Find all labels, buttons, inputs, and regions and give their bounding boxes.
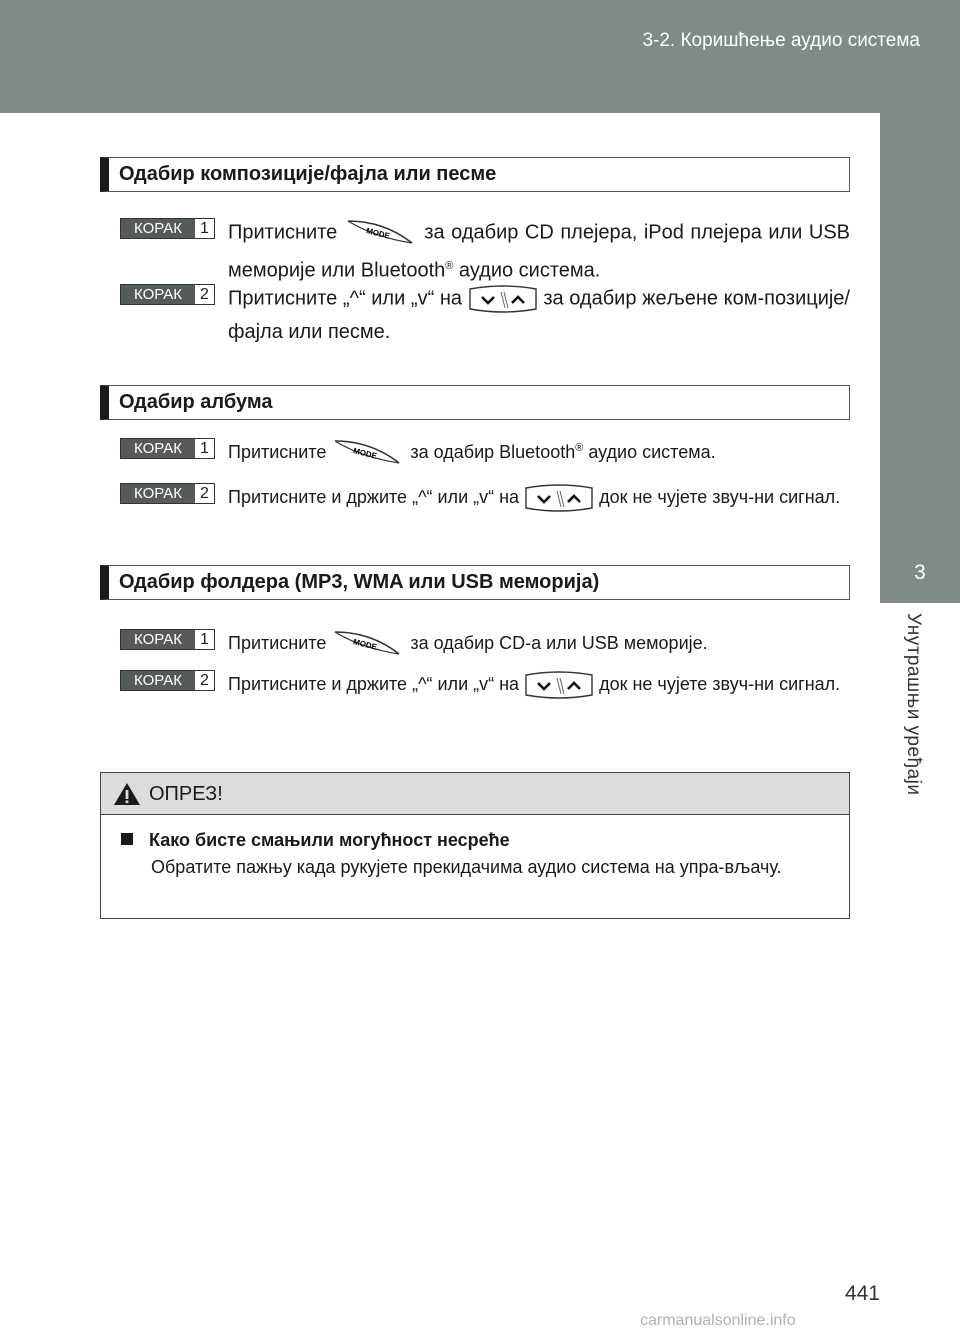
- step-text-after: за одабир Bluetooth: [410, 442, 576, 462]
- step-badge: [120, 670, 215, 691]
- mode-button-icon: [331, 626, 405, 662]
- watermark: carmanualsonline.info: [640, 1312, 796, 1329]
- mode-label: MODE: [365, 226, 391, 241]
- running-header: 3-2. Коришћење аудио система: [642, 30, 920, 51]
- step-label: КОРАК: [121, 285, 195, 304]
- caution-subtitle: [121, 827, 831, 853]
- header-band: [0, 0, 960, 113]
- step-number: 1: [195, 219, 214, 238]
- step-number: 1: [195, 630, 214, 649]
- chapter-number: 3: [914, 561, 926, 584]
- mode-button-icon: [344, 215, 418, 251]
- step-text-after: за одабир жељене ком-позиције/фајла или песме.: [228, 287, 850, 343]
- step-item: [120, 667, 850, 703]
- step-number: 2: [195, 285, 214, 304]
- step-label: КОРАК: [121, 671, 195, 690]
- caution-body: [101, 815, 849, 881]
- square-bullet-icon: [121, 833, 133, 845]
- step-badge: [120, 218, 215, 239]
- chapter-tab: [880, 113, 960, 603]
- registered-mark: ®: [575, 442, 584, 454]
- section-title-folder: Одабир фолдера (MP3, WMA или USB меморија): [100, 565, 850, 600]
- step-badge: [120, 438, 215, 459]
- step-number: 2: [195, 671, 214, 690]
- registered-mark: ®: [445, 260, 454, 272]
- section-title-album: Одабир албума: [100, 385, 850, 420]
- step-item: [120, 480, 850, 516]
- caution-text: Обратите пажњу када рукујете прекидачима аудио система на упра-вљачу.: [151, 857, 782, 877]
- step-item: [120, 626, 850, 662]
- caution-title: ОПРЕЗ!: [149, 783, 223, 805]
- mode-label: MODE: [352, 446, 379, 462]
- warning-triangle-icon: [113, 782, 141, 806]
- step-text: [228, 626, 850, 662]
- step-number: 2: [195, 484, 214, 503]
- step-item: [120, 281, 850, 347]
- seek-switch-icon: [468, 281, 538, 317]
- step-text-before: Притисните: [228, 221, 338, 244]
- page-number: 441: [844, 1282, 880, 1305]
- step-badge: [120, 483, 215, 504]
- step-item: [120, 435, 850, 471]
- step-text-before: Притисните и држите „^“ или „v“ на: [228, 486, 520, 507]
- step-text-before: Притисните „^“ или „v“ на: [228, 287, 463, 310]
- chapter-side-label: [880, 603, 960, 1337]
- step-item: [120, 215, 850, 286]
- step-label: КОРАК: [121, 630, 195, 649]
- step-text-tail: аудио система.: [583, 442, 716, 462]
- caution-subtitle-text: Како бисте смањили могућност несреће: [149, 830, 510, 850]
- step-text: [228, 667, 850, 703]
- step-number: 1: [195, 439, 214, 458]
- seek-switch-icon: [524, 480, 594, 516]
- step-text: [228, 435, 850, 471]
- step-badge: [120, 284, 215, 305]
- step-text-tail: аудио система.: [453, 259, 601, 282]
- mode-label: MODE: [352, 637, 379, 652]
- step-badge: [120, 629, 215, 650]
- step-text-after: за одабир CD-a или USB меморије.: [410, 632, 708, 653]
- step-text-before: Притисните и држите „^“ или „v“ на: [228, 673, 520, 694]
- caution-header: [101, 773, 849, 815]
- step-label: КОРАК: [121, 439, 195, 458]
- mode-button-icon: [331, 435, 405, 471]
- step-text-after: док не чујете звуч-ни сигнал.: [599, 486, 841, 507]
- step-text-before: Притисните: [228, 632, 327, 653]
- step-text: [228, 215, 850, 286]
- caution-box: [100, 772, 850, 919]
- step-text: [228, 281, 850, 347]
- step-label: КОРАК: [121, 484, 195, 503]
- step-label: КОРАК: [121, 219, 195, 238]
- step-text-before: Притисните: [228, 442, 327, 462]
- step-text: [228, 480, 850, 516]
- chapter-title: Унутрашњи уређаји: [903, 613, 924, 796]
- step-text-after: док не чујете звуч-ни сигнал.: [599, 673, 841, 694]
- step-text-after: за одабир CD плејера, iPod плејера или USB меморије или Bluetooth: [228, 221, 850, 282]
- seek-switch-icon: [524, 667, 594, 703]
- section-title-track: Одабир композиције/фајла или песме: [100, 157, 850, 192]
